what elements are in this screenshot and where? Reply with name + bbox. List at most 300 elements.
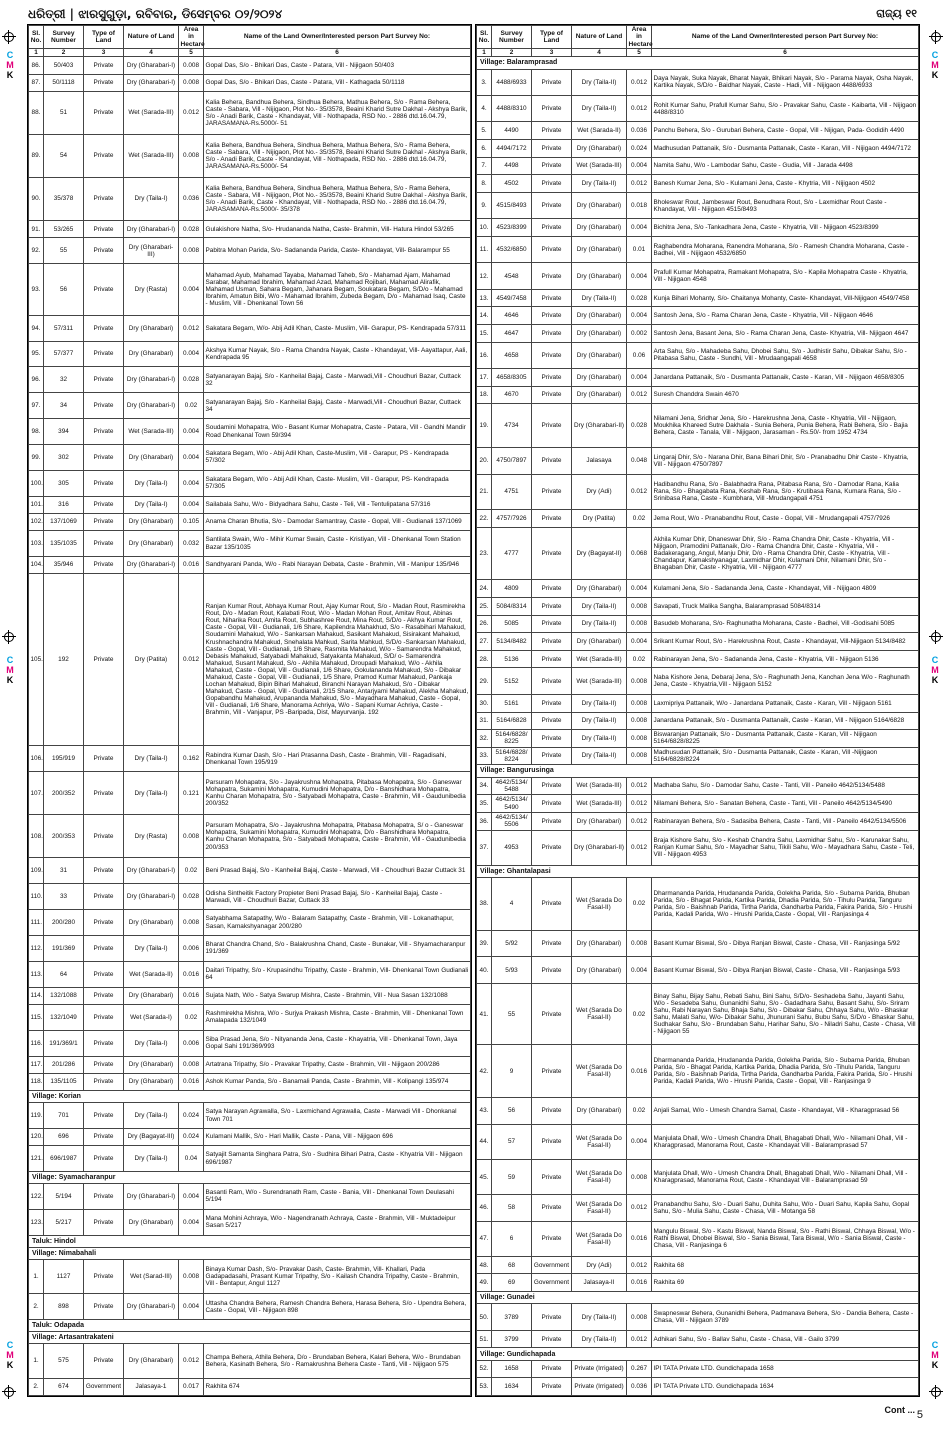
cell-nature: Jalasaya-1 bbox=[124, 1378, 179, 1395]
cell-owner: IPI TATA Private LTD. Gundichapada 1634 bbox=[652, 1378, 919, 1396]
cell-owner: Satyanarayan Bajaj, S/o - Kanheilal Bajaj, Caste - Marwadi,Vill - Choudhuri Bazar, Cuttack 32 bbox=[204, 367, 471, 393]
cell-survey: 701 bbox=[44, 1103, 84, 1129]
cell-survey: 5/194 bbox=[44, 1184, 84, 1210]
section-heading-row bbox=[29, 1171, 471, 1183]
table-row bbox=[29, 513, 471, 530]
cell-area: 0.024 bbox=[627, 140, 652, 158]
cell-survey: 4548 bbox=[492, 263, 532, 289]
cell-area: 0.016 bbox=[627, 1221, 652, 1256]
cell-survey: 200/352 bbox=[44, 772, 84, 815]
cell-owner: Rakhita 68 bbox=[652, 1256, 919, 1274]
cell-area: 0.004 bbox=[179, 1209, 204, 1235]
cell-sl: 45. bbox=[477, 1159, 492, 1194]
cell-owner: Sakatara Begam, W/o- Abij Adil Khan, Caste- Muslim, Vill- Garapur, PS- Kendrapada 57/311 bbox=[204, 315, 471, 341]
table-row bbox=[477, 236, 919, 262]
section-heading-row bbox=[29, 1235, 471, 1247]
cell-area: 0.02 bbox=[179, 1004, 204, 1030]
cell-area: 0.024 bbox=[179, 1103, 204, 1129]
table-row bbox=[477, 509, 919, 527]
cell-type: Private bbox=[532, 369, 572, 387]
table-row bbox=[477, 1221, 919, 1256]
cell-area: 0.036 bbox=[627, 1378, 652, 1396]
table-row bbox=[29, 264, 471, 316]
cell-nature: Dry (Taila-I) bbox=[124, 772, 179, 815]
cell-nature: Dry (Gharabari) bbox=[572, 386, 627, 404]
cell-type: Private bbox=[532, 598, 572, 616]
page-section-label: ରାଜ୍ୟ ୧୧ bbox=[876, 7, 917, 20]
table-row bbox=[477, 289, 919, 307]
cell-area: 0.048 bbox=[627, 448, 652, 474]
table-row bbox=[477, 650, 919, 668]
newspaper-header-text: ଧରିତ୍ରୀ | ଝାରସୁଗୁଡ଼ା, ରବିବାର, ଡିସେମ୍ବର ୦୨/୨୦୨୪ bbox=[28, 6, 283, 21]
cell-nature: Dry (Gharabari) bbox=[124, 1209, 179, 1235]
cell-owner: Mangulu Biswal, S/o - Kastu Biswal, Nanda Biswal, S/o - Rathi Biswal, Chhaya Biswal, W/o - Rathi Biswal, Dhobei Biswal, S/o - Sania Biswal, Tara Biswal, W/o - Sania Biswal, Caste - Chasa, Vill - Ranjasinga 6 bbox=[652, 1221, 919, 1256]
cell-nature: Dry (Gharabari) bbox=[124, 1073, 179, 1090]
cell-nature: Dry (Bagayat-III) bbox=[124, 1128, 179, 1145]
cell-sl: 13. bbox=[477, 289, 492, 307]
cell-type: Private bbox=[532, 474, 572, 509]
cell-sl: 27. bbox=[477, 633, 492, 651]
cell-survey: 3799 bbox=[492, 1330, 532, 1348]
section-heading: Taluk: Odapada bbox=[29, 1320, 471, 1332]
table-row bbox=[29, 57, 471, 74]
table-row bbox=[477, 1274, 919, 1292]
cell-area: 0.068 bbox=[627, 527, 652, 580]
table-row bbox=[477, 192, 919, 218]
cell-survey: 4642/5134/ 5488 bbox=[492, 777, 532, 795]
cell-survey: 394 bbox=[44, 419, 84, 445]
section-heading: Village: Gundichapada bbox=[477, 1348, 919, 1360]
cell-sl: 110. bbox=[29, 884, 44, 910]
cell-nature: Dry (Patita) bbox=[572, 509, 627, 527]
cell-survey: 5164/6828/ 8225 bbox=[492, 730, 532, 748]
cell-owner: Kalia Behera, Bandhua Behera, Sindhua Behera, Mathua Behera, S/o - Rama Behera, Caste - Sabara, Vill - Nijigaon, Plot No.- 35/3578, Beaini Kharid Sutre Dakhal - Akshya Barik, S/o - Anadi Barik, Caste - Khandayat, Vill - Nothapada, RSD No. - 2886 dtd.16.04.79, JARASAMANA-Rs.5000/- 35/378 bbox=[204, 177, 471, 220]
cell-sl: 52. bbox=[477, 1360, 492, 1378]
cell-nature: Dry (Gharabari) bbox=[572, 930, 627, 956]
table-row bbox=[29, 1378, 471, 1395]
table-row bbox=[477, 598, 919, 616]
cell-sl: 51. bbox=[477, 1330, 492, 1348]
cell-nature: Dry (Taila-I) bbox=[124, 1146, 179, 1172]
section-heading: Village: Syamacharanpur bbox=[29, 1171, 471, 1183]
section-heading: Village: Bangurusinga bbox=[477, 765, 919, 777]
cell-nature: Wet (Sarada Do Fasal-II) bbox=[572, 983, 627, 1045]
cell-type: Private bbox=[532, 192, 572, 218]
cell-area: 0.006 bbox=[179, 1030, 204, 1056]
cell-sl: 49. bbox=[477, 1274, 492, 1292]
col-header-nature: Nature of Land bbox=[572, 26, 627, 49]
cell-owner: Sandhyarani Panda, W/o - Rabi Narayan Debata, Caste - Brahmin, Vill - Manipur 135/946 bbox=[204, 556, 471, 573]
cell-nature: Dry (Taila-II) bbox=[572, 747, 627, 765]
cell-survey: 575 bbox=[44, 1344, 84, 1378]
table-row bbox=[29, 315, 471, 341]
cell-sl: 40. bbox=[477, 957, 492, 983]
cell-survey: 5/92 bbox=[492, 930, 532, 956]
cell-area: 0.012 bbox=[627, 474, 652, 509]
section-heading-row bbox=[477, 765, 919, 777]
cell-survey: 9 bbox=[492, 1045, 532, 1098]
cell-sl: 115. bbox=[29, 1004, 44, 1030]
cell-owner: Prafull Kumar Mohapatra, Ramakant Mohapatra, S/o - Kapila Mohapatra Caste - Khyatria, Vill - Nijigaon 4548 bbox=[652, 263, 919, 289]
cell-survey: 201/286 bbox=[44, 1056, 84, 1073]
cell-nature: Dry (Gharabari) bbox=[124, 513, 179, 530]
col-header-type: Type of Land bbox=[532, 26, 572, 49]
cell-sl: 39. bbox=[477, 930, 492, 956]
cell-area: 0.008 bbox=[179, 134, 204, 177]
cell-type: Private bbox=[84, 1056, 124, 1073]
cell-survey: 135/1105 bbox=[44, 1073, 84, 1090]
cell-nature: Dry (Gharabari) bbox=[124, 910, 179, 936]
cell-sl: 36. bbox=[477, 812, 492, 830]
cell-owner: Suresh Chanddra Swain 4670 bbox=[652, 386, 919, 404]
cell-sl: 46. bbox=[477, 1195, 492, 1221]
cell-nature: Dry (Taila-II) bbox=[572, 712, 627, 730]
cell-owner: Panchu Behera, S/o - Gurubari Behera, Caste - Gopal, Vill - Nijigan, Pada- Godidih 4490 bbox=[652, 122, 919, 140]
cell-owner: Raghabendra Moharana, Ranendra Moharana, S/o - Ramesh Chandra Moharana, Caste - Badhei, Vill - Nijigaon 4532/6850 bbox=[652, 236, 919, 262]
table-row bbox=[477, 1098, 919, 1124]
cell-area: 0.02 bbox=[179, 393, 204, 419]
table-row bbox=[477, 1159, 919, 1194]
cell-nature: Dry (Gharabari) bbox=[572, 957, 627, 983]
cell-sl: 95. bbox=[29, 341, 44, 367]
cell-type: Private bbox=[532, 830, 572, 865]
table-row bbox=[477, 730, 919, 748]
cell-area: 0.012 bbox=[627, 795, 652, 813]
cell-survey: 5/217 bbox=[44, 1209, 84, 1235]
cell-area: 0.024 bbox=[179, 1128, 204, 1145]
cell-sl: 104. bbox=[29, 556, 44, 573]
cell-sl: 12. bbox=[477, 263, 492, 289]
cell-sl: 90. bbox=[29, 177, 44, 220]
continued-note: Cont ... bbox=[884, 1405, 915, 1415]
cell-owner: Santosh Jena, Basant Jena, S/o - Rama Charan Jena, Caste- Khyatria, Vill- Nijigaon 4647 bbox=[652, 325, 919, 343]
col-number: 6 bbox=[652, 49, 919, 57]
cell-area: 0.012 bbox=[627, 175, 652, 193]
col-number: 3 bbox=[84, 49, 124, 57]
table-row bbox=[477, 96, 919, 122]
cell-survey: 5084/8314 bbox=[492, 598, 532, 616]
cell-nature: Dry (Gharabari) bbox=[124, 444, 179, 470]
cell-nature: Dry (Rasta) bbox=[124, 815, 179, 858]
col-header-survey: Survey Number bbox=[492, 26, 532, 49]
cell-owner: Rashmirekha Mishra, W/o - Surjya Prakash Mishra, Caste - Brahmin, Vill - Dhenkanal Town Amalapada 132/1049 bbox=[204, 1004, 471, 1030]
cell-type: Private bbox=[84, 341, 124, 367]
cell-owner: Namita Sahu, W/o - Lambodar Sahu, Caste - Gudia, Vill - Jarada 4498 bbox=[652, 157, 919, 175]
cell-owner: Basanti Ram, W/o - Surendranath Ram, Caste - Bania, Vill - Dhenkanal Town Deulasahi 5/194 bbox=[204, 1184, 471, 1210]
section-heading-row bbox=[29, 1332, 471, 1344]
cell-sl: 53. bbox=[477, 1378, 492, 1396]
cell-sl: 24. bbox=[477, 580, 492, 598]
table-row bbox=[29, 574, 471, 746]
table-row bbox=[477, 712, 919, 730]
cell-survey: 4488/6933 bbox=[492, 69, 532, 95]
table-row bbox=[477, 325, 919, 343]
cell-owner: Champa Behera, Athila Behera, D/o - Brundaban Behera, Kalari Behera, W/o - Brundaban Behera, Kasinath Behera, S/o - Ramakrushna Behera Caste - Tanti, Vill - Nijigaon 575 bbox=[204, 1344, 471, 1378]
cell-survey: 57/377 bbox=[44, 341, 84, 367]
section-heading-row bbox=[29, 1320, 471, 1332]
cell-survey: 35/378 bbox=[44, 177, 84, 220]
col-number: 5 bbox=[179, 49, 204, 57]
cell-area: 0.012 bbox=[627, 830, 652, 865]
col-header-nature: Nature of Land bbox=[124, 26, 179, 49]
cell-area: 0.036 bbox=[627, 122, 652, 140]
cell-survey: 59 bbox=[492, 1159, 532, 1194]
cell-type: Private bbox=[532, 448, 572, 474]
cmyk-color-bar-icon: C M K bbox=[6, 50, 14, 80]
cell-area: 0.028 bbox=[179, 884, 204, 910]
cell-owner: Bholeswar Rout, Jambeswar Rout, Benudhara Rout, S/o - Laxmidhar Rout Caste - Khandayat, Vill - Nijigaon 4515/8493 bbox=[652, 192, 919, 218]
table-row bbox=[29, 74, 471, 91]
cell-sl: 48. bbox=[477, 1256, 492, 1274]
cell-nature: Dry (Adi) bbox=[572, 474, 627, 509]
cell-nature: Dry (Gharabari-II) bbox=[572, 830, 627, 865]
column-number-row bbox=[29, 49, 471, 57]
cell-area: 0.121 bbox=[179, 772, 204, 815]
cell-sl: 18. bbox=[477, 386, 492, 404]
table-row bbox=[29, 177, 471, 220]
cell-owner: Srikant Kumar Rout, S/o - Harekrushna Rout, Caste - Khandayat, Vill-Nijigaon 5134/8482 bbox=[652, 633, 919, 651]
table-row bbox=[29, 815, 471, 858]
cell-area: 0.008 bbox=[627, 615, 652, 633]
cell-sl: 42. bbox=[477, 1045, 492, 1098]
cell-area: 0.012 bbox=[627, 1256, 652, 1274]
cell-type: Private bbox=[532, 730, 572, 748]
cell-type: Private bbox=[84, 238, 124, 264]
cell-owner: Janardana Pattanaik, S/o - Dusmanta Pattanaik, Caste - Karan, Vill - Nijigaon 5164/6828 bbox=[652, 712, 919, 730]
cell-owner: Ashok Kumar Panda, S/o - Banamali Panda, Caste - Brahmin, Vill - Kolipangi 135/974 bbox=[204, 1073, 471, 1090]
cell-nature: Dry (Taila-I) bbox=[124, 496, 179, 513]
registration-mark-icon bbox=[2, 30, 16, 44]
cell-area: 0.028 bbox=[179, 367, 204, 393]
table-row bbox=[29, 858, 471, 884]
table-row bbox=[29, 1103, 471, 1129]
table-row bbox=[477, 668, 919, 694]
cell-type: Private bbox=[84, 134, 124, 177]
cell-area: 0.008 bbox=[179, 238, 204, 264]
table-row bbox=[29, 1184, 471, 1210]
cell-sl: 96. bbox=[29, 367, 44, 393]
cell-survey: 5161 bbox=[492, 694, 532, 712]
cell-survey: 4 bbox=[492, 878, 532, 931]
cell-survey: 69 bbox=[492, 1274, 532, 1292]
cmyk-color-bar-icon: C M K bbox=[931, 1340, 939, 1370]
cell-nature: Jalasaya bbox=[572, 448, 627, 474]
cell-area: 0.02 bbox=[627, 509, 652, 527]
table-row bbox=[477, 1378, 919, 1396]
cell-owner: Dharmananda Parida, Hrudananda Parida, Golekha Parida, S/o - Subarna Parida, Bhuban Parida, S/o - Bhagat Parida, Kartika Parida, Dhadia Parida, S/o -Tihulu Parida, Tanguru Parida, S/o - Baishnab Parida, Tirtha Parida, Gandharba Parida, Fakira Parida, S/o - Hrushi Parida, Kadali Parida, W/o - Hrushi Parida, Caste - Gopal, Vill - Ranjasinga 9 bbox=[652, 1045, 919, 1098]
table-row bbox=[29, 987, 471, 1004]
cell-area: 0.012 bbox=[627, 386, 652, 404]
cell-nature: Wet (Sarada-III) bbox=[572, 777, 627, 795]
cell-sl: 20. bbox=[477, 448, 492, 474]
cell-sl: 15. bbox=[477, 325, 492, 343]
cell-sl: 16. bbox=[477, 342, 492, 368]
cell-survey: 5085 bbox=[492, 615, 532, 633]
cell-survey: 898 bbox=[44, 1294, 84, 1320]
cell-area: 0.008 bbox=[627, 712, 652, 730]
cell-nature: Dry (Taila-I) bbox=[124, 177, 179, 220]
cell-type: Private bbox=[84, 1344, 124, 1378]
table-row bbox=[477, 263, 919, 289]
cell-nature: Wet (Sarada Do Fasal-II) bbox=[572, 1221, 627, 1256]
cell-type: Private bbox=[532, 307, 572, 325]
table-row bbox=[477, 983, 919, 1045]
cell-nature: Dry (Gharabari) bbox=[124, 315, 179, 341]
cell-owner: Siba Prasad Jena, S/o - Nityananda Jena, Caste - Khayatria, Vill - Dhenkanal Town, Jaya Gopal Sahi 191/369/993 bbox=[204, 1030, 471, 1056]
cell-nature: Dry (Gharabari) bbox=[572, 219, 627, 237]
cell-area: 0.004 bbox=[627, 369, 652, 387]
cell-type: Private bbox=[84, 772, 124, 815]
cell-sl: 37. bbox=[477, 830, 492, 865]
cell-nature: Dry (Bagayat-II) bbox=[572, 527, 627, 580]
table-row bbox=[29, 470, 471, 496]
cell-nature: Dry (Gharabari-I) bbox=[124, 556, 179, 573]
cell-area: 0.004 bbox=[179, 341, 204, 367]
cell-sl: 92. bbox=[29, 238, 44, 264]
page-header bbox=[28, 4, 917, 24]
cell-area: 0.012 bbox=[179, 1344, 204, 1378]
cell-sl: 32. bbox=[477, 730, 492, 748]
cell-survey: 53/265 bbox=[44, 220, 84, 237]
cell-nature: Wet (Sarada-III) bbox=[572, 650, 627, 668]
table-row bbox=[29, 238, 471, 264]
cell-survey: 55 bbox=[44, 238, 84, 264]
cell-type: Private bbox=[532, 404, 572, 448]
cell-survey: 35/946 bbox=[44, 556, 84, 573]
cell-sl: 87. bbox=[29, 74, 44, 91]
cell-area: 0.267 bbox=[627, 1360, 652, 1378]
table-row bbox=[477, 342, 919, 368]
cell-owner: Soudamini Mohapatra, W/o - Basant Kumar Mohapatra, Caste - Patara, Vill - Gandhi Mandir Road Dhenkanal Town 59/394 bbox=[204, 419, 471, 445]
cell-survey: 4734 bbox=[492, 404, 532, 448]
cell-owner: Bharat Chandra Chand, S/o - Balakrushna Chand, Caste - Bunakar, Vill - Shyamacharanpur 191/369 bbox=[204, 936, 471, 962]
cell-survey: 132/1088 bbox=[44, 987, 84, 1004]
cell-type: Private bbox=[532, 812, 572, 830]
cell-owner: Daya Nayak, Suka Nayak, Bharat Nayak, Bhikari Nayak, S/o - Parama Nayak, Osha Nayak, Kartika Nayak, S/D/o - Baidhar Nayak, Caste - Hadi, Vill - Nijigaon 4488/6933 bbox=[652, 69, 919, 95]
cell-owner: Beni Prasad Bajaj, S/o - Kanheilal Bajaj, Caste - Marwadi, Vill - Choudhuri Bazar Cuttack 31 bbox=[204, 858, 471, 884]
cell-survey: 132/1049 bbox=[44, 1004, 84, 1030]
cell-type: Private bbox=[84, 513, 124, 530]
cell-sl: 33. bbox=[477, 747, 492, 765]
table-row bbox=[29, 419, 471, 445]
cell-owner: Rakhita 69 bbox=[652, 1274, 919, 1292]
cell-owner: Sakatara Begam, W/o - Abij Adil Khan, Caste-Muslim, Vill - Garapur, PS - Kendrapada 57/302 bbox=[204, 444, 471, 470]
table-row bbox=[477, 1304, 919, 1330]
cell-sl: 119. bbox=[29, 1103, 44, 1129]
cell-area: 0.036 bbox=[179, 177, 204, 220]
cell-survey: 4647 bbox=[492, 325, 532, 343]
cell-area: 0.004 bbox=[179, 1294, 204, 1320]
cell-nature: Dry (Taila-II) bbox=[572, 694, 627, 712]
cell-sl: 89. bbox=[29, 134, 44, 177]
cell-nature: Wet (Sarada-III) bbox=[572, 795, 627, 813]
cell-owner: Parsuram Mohapatra, S/o - Jayakrushna Mohapatra, Pitabasa Mohapatra, S/o - Ganeswar Mohapatra, Sukamini Mohapatra, Kumudini Mohapatra, D/o - Banshidhara Mohapatra, Kanhu Charan Mohapatra, S/o - Satyabadi Mohapatra, Caste - Brahmin, Vill - Gaudunibedia 200/352 bbox=[204, 772, 471, 815]
cell-nature: Dry (Gharabari) bbox=[124, 987, 179, 1004]
col-number: 3 bbox=[532, 49, 572, 57]
cell-sl: 29. bbox=[477, 668, 492, 694]
cell-sl: 22. bbox=[477, 509, 492, 527]
cell-type: Private bbox=[532, 694, 572, 712]
cell-area: 0.008 bbox=[179, 1056, 204, 1073]
cell-owner: Gopal Das, S/o - Bhikari Das, Caste - Patara, Vill - Nijigaon 50/403 bbox=[204, 57, 471, 74]
cell-type: Private bbox=[532, 1045, 572, 1098]
cell-type: Private bbox=[532, 1378, 572, 1396]
table-row bbox=[29, 367, 471, 393]
col-header-sl: Sl. No. bbox=[477, 26, 492, 49]
table-row bbox=[477, 930, 919, 956]
cell-survey: 4953 bbox=[492, 830, 532, 865]
cell-owner: Pranabandhu Sahu, S/o - Duari Sahu, Duhita Sahu, W/o - Duari Sahu, Kapila Sahu, Gopal Sahu, S/o - Mulia Sahu, Caste - Chasa, Vill - Motanga 58 bbox=[652, 1195, 919, 1221]
cell-nature: Dry (Gharabari) bbox=[124, 1056, 179, 1073]
cell-area: 0.008 bbox=[179, 57, 204, 74]
cell-survey: 4809 bbox=[492, 580, 532, 598]
cell-survey: 64 bbox=[44, 961, 84, 987]
table-row bbox=[29, 1344, 471, 1378]
table-row bbox=[29, 134, 471, 177]
cell-area: 0.01 bbox=[627, 236, 652, 262]
cell-type: Private bbox=[532, 219, 572, 237]
cell-area: 0.012 bbox=[627, 1330, 652, 1348]
cell-type: Private bbox=[532, 263, 572, 289]
cell-owner: Basudeb Moharana, S/o- Raghunatha Moharana, Caste - Badhei, Vill -Godisahi 5085 bbox=[652, 615, 919, 633]
table-row bbox=[29, 393, 471, 419]
cmyk-color-bar-icon: C M K bbox=[931, 50, 939, 80]
cell-survey: 4751 bbox=[492, 474, 532, 509]
cell-area: 0.004 bbox=[179, 1184, 204, 1210]
cell-sl: 106. bbox=[29, 746, 44, 772]
cell-type: Private bbox=[84, 496, 124, 513]
cell-area: 0.016 bbox=[179, 987, 204, 1004]
cell-area: 0.004 bbox=[627, 307, 652, 325]
cell-type: Private bbox=[532, 668, 572, 694]
cell-owner: Braja Kishore Sahu, S/o - Keshab Chandra Sahu, Laxmidhar Sahu, S/o - Karunakar Sahu, Ranjan Kumar Sahu, S/o - Mayadhar Sahu, Tikili Sahu, W/o - Mayadhara Sahu, Caste - Teli, Vill - Nijigaon 4953 bbox=[652, 830, 919, 865]
cell-owner: Mahamad Ayub, Mahamad Tayaba, Mahamad Taheb, S/o - Mahamad Ajam, Mahamad Sarabar, Mahamad Ibrahim, Mahamad Azad, Mahamad Rojibari, Mahamad Alirafik, Mahamad Usman, Sahara Begam, Jahanara Begam, Soukatara Begam, S/D/o - Mahamad Ibrahim, Amatun Bibi, W/o - Mahamad Ibrahim, Zubeda Begam, D/o - Mahamad Isaq, Caste - Muslim, Vill - Dhenkanal Town 56 bbox=[204, 264, 471, 316]
cmyk-color-bar-icon: C M K bbox=[931, 655, 939, 685]
cell-type: Private bbox=[84, 470, 124, 496]
cell-type: Private bbox=[84, 1209, 124, 1235]
cell-owner: Mana Mohini Achraya, W/o - Nagendranath Achraya, Caste - Brahmin, Vill - Muktadeipur Sasan 5/217 bbox=[204, 1209, 471, 1235]
cell-nature: Dry (Taila-I) bbox=[124, 936, 179, 962]
cell-owner: Binaya Kumar Dash, S/o- Pravakar Dash, Caste- Brahmin, Vill- Khallari, Pada Gadapadasahi, Prasant Kumar Tripathy, S/o - Kailash Chandra Tripathy, Caste - Brahmin, Vill - Bentapur, Angul 1127 bbox=[204, 1259, 471, 1293]
cell-owner: Swapneswar Behera, Gunanidhi Behera, Padmanava Behera, S/o - Dandia Behera, Caste - Chasa, Vill - Nijigaon 3789 bbox=[652, 1304, 919, 1330]
cell-area: 0.012 bbox=[627, 812, 652, 830]
cell-sl: 91. bbox=[29, 220, 44, 237]
cell-sl: 94. bbox=[29, 315, 44, 341]
cell-owner: Akhila Kumar Dhir, Dhaneswar Dhir, S/o - Rama Chandra Dhir, Caste - Khyatria, Vill - Nijigaon, Pramodini Pattanaik, D/o - Rama Chandra Dhir, Caste - Khyatria, Vill - Badakeragang, Angul, Manju Dhir, D/o - Rama Chandra Dhir, Caste - Khyatria, Vill - Chandapur, Kamakshyanagar, Laxmidhar Dhir, Kulamani Dhir, Nilamani Dhir, S/o - Bhagaban Dhir, Caste - Khyatria, Vill - Nijigaon 4777 bbox=[652, 527, 919, 580]
cell-area: 0.017 bbox=[179, 1378, 204, 1395]
cell-sl: 105. bbox=[29, 574, 44, 746]
cell-owner: Kunja Bihari Mohanty, S/o- Chaitanya Mohanty, Caste- Khandayat, Vill-Nijigaon 4549/7458 bbox=[652, 289, 919, 307]
table-row bbox=[477, 694, 919, 712]
cell-owner: Gopal Das, S/o - Bhikari Das, Caste - Patara, Vill - Kathagada 50/1118 bbox=[204, 74, 471, 91]
cell-type: Private bbox=[84, 177, 124, 220]
cell-survey: 4490 bbox=[492, 122, 532, 140]
cell-sl: 4. bbox=[477, 96, 492, 122]
cell-type: Government bbox=[532, 1274, 572, 1292]
cell-sl: 111. bbox=[29, 910, 44, 936]
cell-nature: Dry (Taila-II) bbox=[572, 96, 627, 122]
cell-survey: 58 bbox=[492, 1195, 532, 1221]
cell-area: 0.012 bbox=[179, 91, 204, 134]
cell-survey: 55 bbox=[492, 983, 532, 1045]
table-row bbox=[29, 444, 471, 470]
cell-type: Private bbox=[84, 961, 124, 987]
cell-type: Private bbox=[532, 175, 572, 193]
cell-nature: Dry (Gharabari-I) bbox=[124, 1184, 179, 1210]
cell-owner: Rabinarayan Behera, S/o - Sadasiba Behera, Caste - Tanti, Vill - Paneilo 4642/5134/5506 bbox=[652, 812, 919, 830]
table-row bbox=[29, 961, 471, 987]
cell-owner: Sakatara Begam, W/o - Abij Adil Khan, Caste- Muslim, Vill - Garapur, PS- Kendrapada 57/305 bbox=[204, 470, 471, 496]
